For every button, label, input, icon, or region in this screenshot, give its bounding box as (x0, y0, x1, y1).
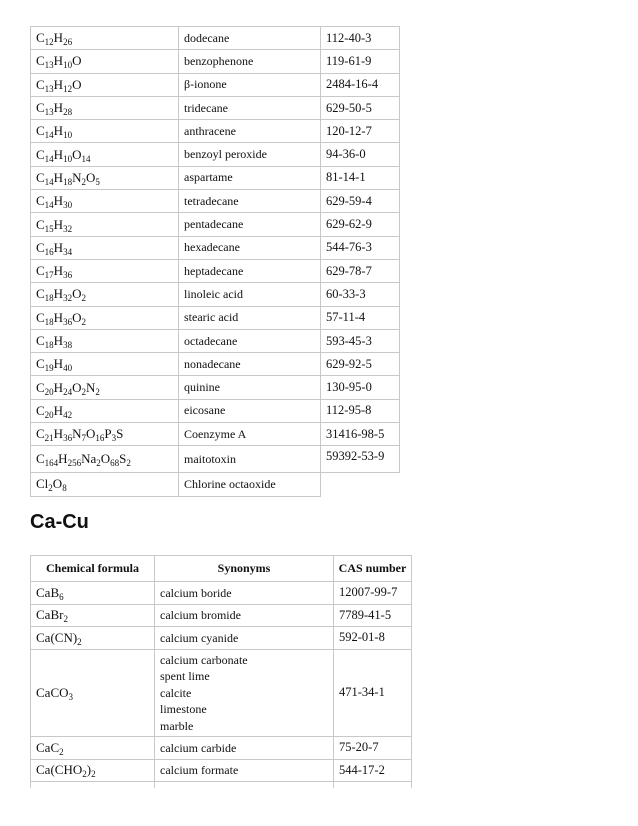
cas-cell (321, 473, 400, 496)
name-cell: stearic acid (179, 306, 321, 329)
table-row (31, 604, 412, 627)
header-chemical-formula: Chemical formula (31, 556, 155, 582)
synonym: spent lime (160, 669, 210, 683)
cas-cell: 592-01-8 (334, 627, 412, 650)
name-cell: Chlorine octaoxide (179, 473, 321, 496)
name-cell: eicosane (179, 399, 321, 422)
table-row (31, 236, 400, 259)
formula-cell: CaB$_6$ (31, 582, 155, 605)
cas-cell: 81-14-1 (321, 166, 400, 189)
formula-cell: $C_{164}H_{256}Na_2O_{68}S_2$ (31, 446, 179, 473)
name-cell: dodecane (179, 27, 321, 50)
name-cell: maitotoxin (179, 446, 321, 473)
formula-cell: $C_{20}H_{42}$ (31, 399, 179, 422)
formula-cell: $C_{17}H_{36}$ (31, 259, 179, 282)
name-cell: octadecane (179, 329, 321, 352)
cas-cell: 544-76-3 (321, 236, 400, 259)
formula-cell: $C_{13}H_{12}O$ (31, 73, 179, 96)
name-cell: benzophenone (179, 50, 321, 73)
synonyms-cell (155, 737, 334, 760)
cas-cell: 629-62-9 (321, 213, 400, 236)
compounds-table-top (30, 26, 400, 497)
table-row (31, 329, 400, 352)
formula-cell: $C_{14}H_{18}N_2O_5$ (31, 166, 179, 189)
table-row (31, 190, 400, 213)
table-row (31, 306, 400, 329)
name-cell: linoleic acid (179, 283, 321, 306)
formula-cell: $Ca(CN)_2$ (31, 627, 155, 650)
cas-cell: 629-50-5 (321, 96, 400, 119)
cas-cell: 31416-98-5 (321, 423, 400, 446)
formula-cell: $C_{18}H_{38}$ (31, 329, 179, 352)
header-synonyms: Synonyms (155, 556, 334, 582)
cas-cell: 75-20-7 (334, 737, 412, 760)
cas-cell: 593-45-3 (321, 329, 400, 352)
compounds-table-ca-cu (30, 555, 412, 788)
formula-cell: $Ca(CHO_2)_2$ (31, 759, 155, 782)
synonyms-cell (155, 649, 334, 737)
table-row (31, 627, 412, 650)
cas-cell: 112-40-3 (321, 27, 400, 50)
table-header-row (31, 556, 412, 582)
name-cell: quinine (179, 376, 321, 399)
table-row (31, 737, 412, 760)
formula-cell: $C_{15}H_{32}$ (31, 213, 179, 236)
table-row (31, 759, 412, 782)
ca-table-body (31, 582, 412, 789)
table-row-partial (31, 782, 412, 789)
formula-cell: $C_{14}H_{10}$ (31, 120, 179, 143)
cas-cell: 60-33-3 (321, 283, 400, 306)
cas-cell: 119-61-9 (321, 50, 400, 73)
synonym: limestone (160, 702, 207, 716)
formula-cell: $C_{16}H_{34}$ (31, 236, 179, 259)
cas-cell: 94-36-0 (321, 143, 400, 166)
table-row (31, 73, 400, 96)
cas-cell: 629-92-5 (321, 353, 400, 376)
table-row (31, 120, 400, 143)
synonym: calcium cyanide (160, 630, 239, 645)
formula-cell: $C_{18}H_{36}O_2$ (31, 306, 179, 329)
table-row (31, 353, 400, 376)
table-row (31, 423, 400, 446)
table-row (31, 143, 400, 166)
synonym: calcium carbide (160, 740, 237, 755)
cas-cell: 12007-99-7 (334, 582, 412, 605)
empty-cell (334, 782, 412, 789)
cas-cell: 544-17-2 (334, 759, 412, 782)
cas-cell: 57-11-4 (321, 306, 400, 329)
cas-cell: 629-78-7 (321, 259, 400, 282)
table-row (31, 446, 400, 473)
empty-cell (155, 782, 334, 789)
name-cell: anthracene (179, 120, 321, 143)
formula-cell: $C_{21}H_{36}N_7O_{16}P_3S$ (31, 423, 179, 446)
name-cell: nonadecane (179, 353, 321, 376)
synonym: marble (160, 718, 194, 733)
formula-cell: CaC$_2$ (31, 737, 155, 760)
table-row (31, 376, 400, 399)
cas-cell: 112-95-8 (321, 399, 400, 422)
table-row (31, 582, 412, 605)
synonyms-cell (155, 604, 334, 627)
name-cell: β-ionone (179, 73, 321, 96)
synonym: calcium boride (160, 585, 232, 600)
formula-cell: CaBr$_2$ (31, 604, 155, 627)
formula-cell: $C_{12}H_{26}$ (31, 27, 179, 50)
synonyms-cell (155, 582, 334, 605)
cas-cell: 629-59-4 (321, 190, 400, 213)
cas-cell: 130-95-0 (321, 376, 400, 399)
top-table-body (31, 27, 400, 497)
synonyms-cell (155, 627, 334, 650)
table-row (31, 399, 400, 422)
formula-cell: CaCO$_3$ (31, 649, 155, 737)
table-row (31, 166, 400, 189)
name-cell: Coenzyme A (179, 423, 321, 446)
synonym: calcite (160, 685, 192, 700)
name-cell: heptadecane (179, 259, 321, 282)
table-row (31, 27, 400, 50)
formula-cell: $C_{20}H_{24}O_2N_2$ (31, 376, 179, 399)
formula-cell: $C_{18}H_{32}O_2$ (31, 283, 179, 306)
name-cell: benzoyl peroxide (179, 143, 321, 166)
empty-cell (31, 782, 155, 789)
synonyms-cell (155, 759, 334, 782)
synonym: calcium bromide (160, 608, 241, 622)
cas-cell: 471-34-1 (334, 649, 412, 737)
table-row (31, 50, 400, 73)
cas-cell: 59392-53-9 (321, 446, 400, 473)
formula-cell: $C_{14}H_{10}O_{14}$ (31, 143, 179, 166)
header-cas-number: CAS number (334, 556, 412, 582)
formula-cell: $C_{13}H_{10}O$ (31, 50, 179, 73)
table-row (31, 283, 400, 306)
cas-cell: 7789-41-5 (334, 604, 412, 627)
formula-cell: $C_{19}H_{40}$ (31, 353, 179, 376)
formula-cell: $Cl_2O_8$ (31, 473, 179, 496)
cas-cell: 2484-16-4 (321, 73, 400, 96)
synonym: calcium carbonate (160, 652, 248, 667)
name-cell: tridecane (179, 96, 321, 119)
name-cell: pentadecane (179, 213, 321, 236)
formula-cell: $C_{14}H_{30}$ (31, 190, 179, 213)
table-row (31, 473, 400, 496)
name-cell: hexadecane (179, 236, 321, 259)
table-row (31, 259, 400, 282)
table-row (31, 213, 400, 236)
table-row (31, 96, 400, 119)
cas-cell: 120-12-7 (321, 120, 400, 143)
name-cell: aspartame (179, 166, 321, 189)
synonym: calcium formate (160, 763, 239, 777)
table-row (31, 649, 412, 737)
name-cell: tetradecane (179, 190, 321, 213)
section-heading: Ca-Cu (30, 511, 89, 533)
formula-cell: $C_{13}H_{28}$ (31, 96, 179, 119)
